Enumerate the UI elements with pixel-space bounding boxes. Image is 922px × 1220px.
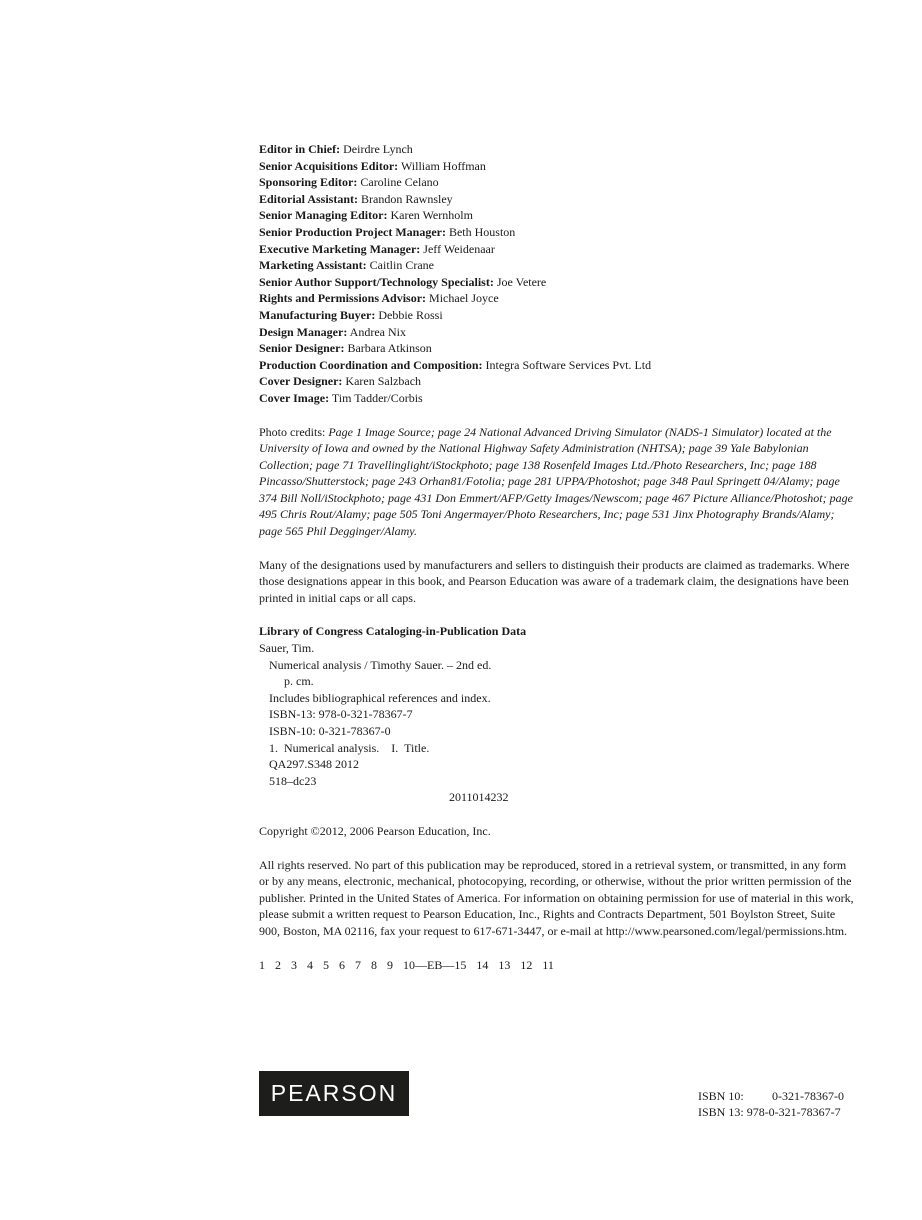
credit-name: Joe Vetere [496, 274, 547, 289]
isbn13-label: ISBN 13: [698, 1105, 744, 1119]
credit-name: Deirdre Lynch [343, 142, 413, 156]
credit-role: Senior Acquisitions Editor: [259, 158, 399, 173]
copyright-line: Copyright ©2012, 2006 Pearson Education, Inc. [259, 823, 491, 838]
pearson-logo-text: PEARSON [270, 1080, 398, 1106]
cip-isbn13: ISBN-13: 978-0-321-78367-7 [269, 707, 413, 722]
credit-name: Integra Software Services Pvt. Ltd [485, 357, 652, 372]
photo-credits-text: Page 1 Image Source; page 24 National Advanced Driving Simulator (NADS-1 Simulator) located at the University of Iowa and owned by the National Highway Safety Administration (NHTSA); page 39 Yale Babylonian Collection; page 71 Travellinglight/iStockphoto; page 138 Rosenfeld Images Ltd./Photo Researchers, Inc; page 188 Pincasso/Shutterstock; page 243 Orhan81/Fotolia; page 281 UPPA/Photoshot; page 348 Paul Springett 04/Alamy; page 374 Bill Noll/iStockphoto; page 431 Don Emmert/AFP/Getty Images/Newscom; page 467 Picture Alliance/Photoshot; page 495 Chris Rout/Alamy; page 505 Toni Angermayer/Photo Researchers, Inc; page 531 Jinx Photography Brands/Alamy; page 565 Phil Degginger/Alamy. [259, 424, 853, 539]
pearson-logo [259, 1071, 409, 1116]
credit-role: Cover Designer: [259, 374, 343, 389]
credit-line [259, 191, 859, 208]
cip-data [259, 623, 859, 806]
credit-role: Editorial Assistant: [259, 191, 359, 206]
credit-line [259, 141, 859, 158]
credit-name: Brandon Rawnsley [361, 191, 453, 206]
staff-credits [259, 141, 859, 407]
credit-role: Editor in Chief: [259, 142, 341, 156]
credit-role: Senior Designer: [259, 341, 345, 356]
cip-lcc: QA297.S348 2012 [269, 757, 360, 772]
photo-credits [259, 424, 859, 540]
credit-name: Caroline Celano [360, 175, 439, 190]
credit-line [259, 324, 859, 341]
credit-role: Marketing Assistant: [259, 258, 367, 273]
credit-line [259, 224, 859, 241]
isbn10-value: 0-321-78367-0 [772, 1089, 844, 1103]
cip-subjects: 1. Numerical analysis. I. Title. [269, 740, 430, 755]
credit-line [259, 274, 859, 291]
cip-title: Numerical analysis / Timothy Sauer. – 2nd ed. [269, 657, 492, 672]
credit-line [259, 257, 859, 274]
credit-line [259, 158, 859, 175]
credit-line [259, 307, 859, 324]
cip-pages: p. cm. [284, 674, 314, 689]
cip-isbn10: ISBN-10: 0-321-78367-0 [269, 724, 391, 738]
cip-author: Sauer, Tim. [259, 641, 315, 656]
rights-notice: All rights reserved. No part of this publication may be reproduced, stored in a retrieval system, or transmitted, in any form or by any means, electronic, mechanical, photocopying, recording, or otherwise, without the prior written permission of the publisher. Printed in the United States of America. For information on obtaining permission for use of material in this work, please submit a written request to Pearson Education, Inc., Rights and Contracts Department, 501 Boylston Street, Suite 900, Boston, MA 02116, fax your request to 617-671-3447, or e-mail at http://www.pearsoned.com/legal/permissions.htm. [259, 857, 854, 938]
credit-role: Senior Author Support/Technology Specialist: [259, 274, 494, 289]
credit-line [259, 174, 859, 191]
trademark-notice: Many of the designations used by manufacturers and sellers to distinguish their products are claimed as trademarks. Where those designations appear in this book, and Pearson Education was aware of a trademark claim, the designations have been printed in initial caps or all caps. [259, 557, 850, 605]
credit-name: Jeff Weidenaar [423, 241, 495, 256]
credit-role: Manufacturing Buyer: [259, 307, 376, 322]
credit-line [259, 373, 859, 390]
credit-name: Barbara Atkinson [347, 341, 432, 356]
credit-name: Caitlin Crane [369, 258, 434, 273]
credit-role: Cover Image: [259, 390, 330, 405]
credit-role: Senior Managing Editor: [259, 208, 388, 223]
credit-role: Sponsoring Editor: [259, 175, 358, 190]
credit-role: Rights and Permissions Advisor: [259, 291, 427, 306]
credit-name: Beth Houston [448, 224, 516, 239]
cip-includes: Includes bibliographical references and index. [269, 690, 491, 705]
copyright-page [259, 141, 859, 973]
isbn13-value: 978-0-321-78367-7 [746, 1105, 841, 1119]
cip-ddc: 518–dc23 [269, 773, 317, 788]
credit-role: Production Coordination and Composition: [259, 357, 483, 372]
credit-name: Debbie Rossi [378, 307, 443, 322]
credit-name: Andrea Nix [349, 324, 406, 339]
photo-credits-label: Photo credits: [259, 424, 326, 439]
credit-line [259, 390, 859, 407]
print-line: 1 2 3 4 5 6 7 8 9 10—EB—15 14 13 12 11 [259, 957, 554, 972]
credit-name: Karen Salzbach [345, 374, 422, 389]
credit-role: Executive Marketing Manager: [259, 241, 421, 256]
isbn-block [698, 1088, 844, 1120]
isbn10-label: ISBN 10: [698, 1089, 744, 1103]
credit-line [259, 241, 859, 258]
credit-name: Michael Joyce [429, 291, 499, 306]
credit-name: Karen Wernholm [390, 208, 473, 223]
cip-lccn: 2011014232 [449, 790, 509, 805]
cip-heading: Library of Congress Cataloging-in-Publication Data [259, 624, 527, 639]
credit-role: Senior Production Project Manager: [259, 224, 446, 239]
credit-name: William Hoffman [400, 158, 486, 173]
credit-line [259, 340, 859, 357]
credit-name: Tim Tadder/Corbis [331, 390, 423, 405]
credit-role: Design Manager: [259, 324, 348, 339]
credit-line [259, 357, 859, 374]
credit-line [259, 207, 859, 224]
credit-line [259, 290, 859, 307]
